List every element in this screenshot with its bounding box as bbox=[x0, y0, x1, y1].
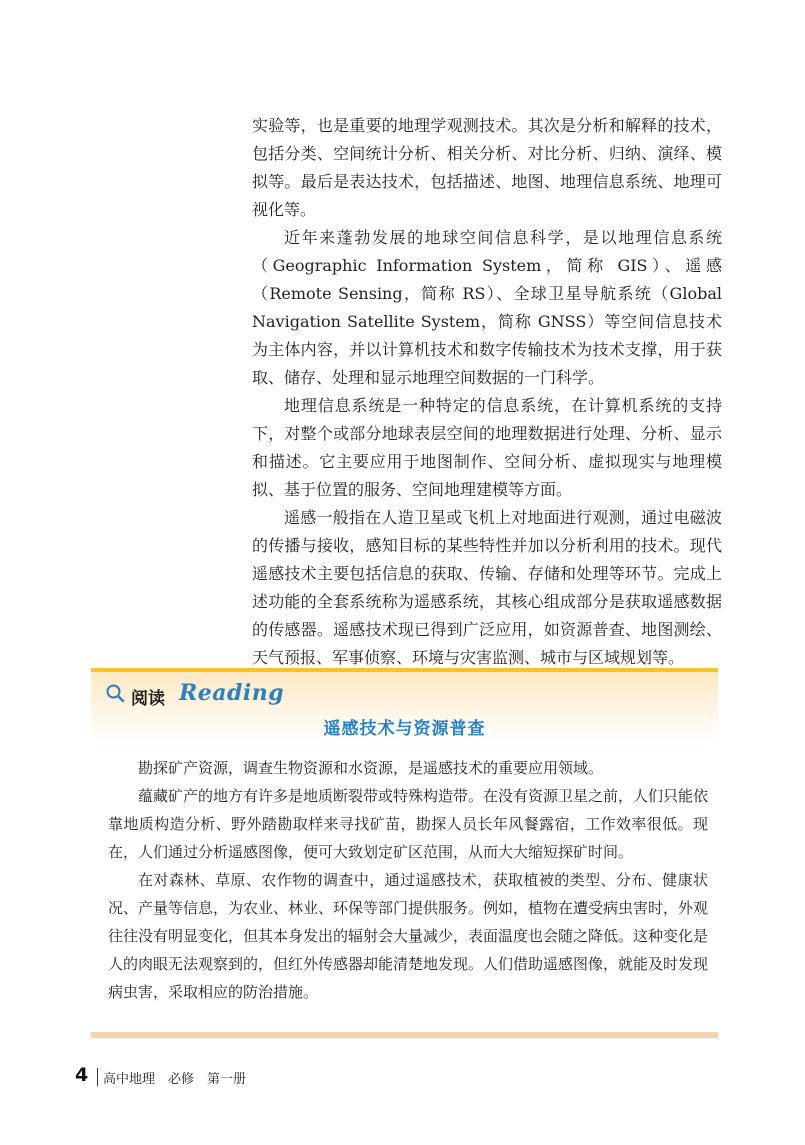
reading-paragraph-1: 勘探矿产资源，调查生物资源和水资源，是遥感技术的重要应用领域。 bbox=[138, 759, 604, 777]
reading-paragraph-2: 蕴藏矿产的地方有许多是地质断裂带或特殊构造带。在没有资源卫星之前，人们只能依靠地质构造分析、野外踏勘取样来寻找矿苗，勘探人员长年风餐露宿，工作效率很低。现在，人们通过分析遥感图像，便可大致划定矿区范围，从而大大缩短探矿时间。 bbox=[108, 787, 709, 861]
main-paragraph-4: 遥感一般指在人造卫星或飞机上对地面进行观测，通过电磁波的传播与接收，感知目标的某些特性并加以分析利用的技术。现代遥感技术主要包括信息的获取、传输、存储和处理等环节。完成上述功能的全套系统称为遥感系统，其核心组成部分是获取遥感数据的传感器。遥感技术现已得到广泛应用，如资源普查、地图测绘、天气预报、军事侦察、环境与灾害监测、城市与区域规划等。 bbox=[252, 508, 722, 667]
main-paragraph-1: 实验等，也是重要的地理学观测技术。其次是分析和解释的技术，包括分类、空间统计分析、相关分析、对比分析、归纳、演绎、模拟等。最后是表达技术，包括描述、地图、地理信息系统、地理可视化等。 bbox=[252, 116, 722, 219]
badge-label-en: Reading bbox=[179, 680, 285, 706]
footer-divider bbox=[97, 1068, 98, 1086]
book-title: 高中地理 必修 第一册 bbox=[103, 1072, 247, 1087]
magnifier-icon bbox=[105, 683, 125, 703]
page-number: 4 bbox=[75, 1064, 89, 1086]
main-paragraph-3: 地理信息系统是一种特定的信息系统，在计算机系统的支持下，对整个或部分地球表层空间的地理数据进行处理、分析、显示和描述。它主要应用于地图制作、空间分析、虚拟现实与地理模拟、基于位置的服务、空间地理建模等方面。 bbox=[252, 396, 722, 499]
reading-title: 遥感技术与资源普查 bbox=[323, 719, 486, 739]
main-paragraph-2: 近年来蓬勃发展的地球空间信息科学，是以地理信息系统（Geographic Information System，简称 GIS）、遥感（Remote Sensing，简称 RS）、全球卫星导航系统（Global Navigation Satellite System，简称 GNSS）等空间信息技术为主体内容，并以计算机技术和数字传输技术为技术支撑，用于获取、储存、处理和显示地理空间数据的一门科学。 bbox=[252, 228, 722, 387]
main-text bbox=[252, 112, 722, 672]
reading-body bbox=[108, 754, 708, 1006]
reading-badge bbox=[101, 680, 285, 714]
reading-box bbox=[91, 668, 718, 1040]
badge-label-cn: 阅读 bbox=[131, 689, 165, 709]
reading-paragraph-3: 在对森林、草原、农作物的调查中，通过遥感技术，获取植被的类型、分布、健康状况、产量等信息，为农业、林业、环保等部门提供服务。例如，植物在遭受病虫害时，外观往往没有明显变化，但其本身发出的辐射会大量减少，表面温度也会随之降低。这种变化是人的肉眼无法观察到的，但红外传感器却能清楚地发现。人们借助遥感图像，就能及时发现病虫害，采取相应的防治措施。 bbox=[108, 871, 709, 1001]
reading-bottom-border bbox=[91, 1032, 718, 1038]
